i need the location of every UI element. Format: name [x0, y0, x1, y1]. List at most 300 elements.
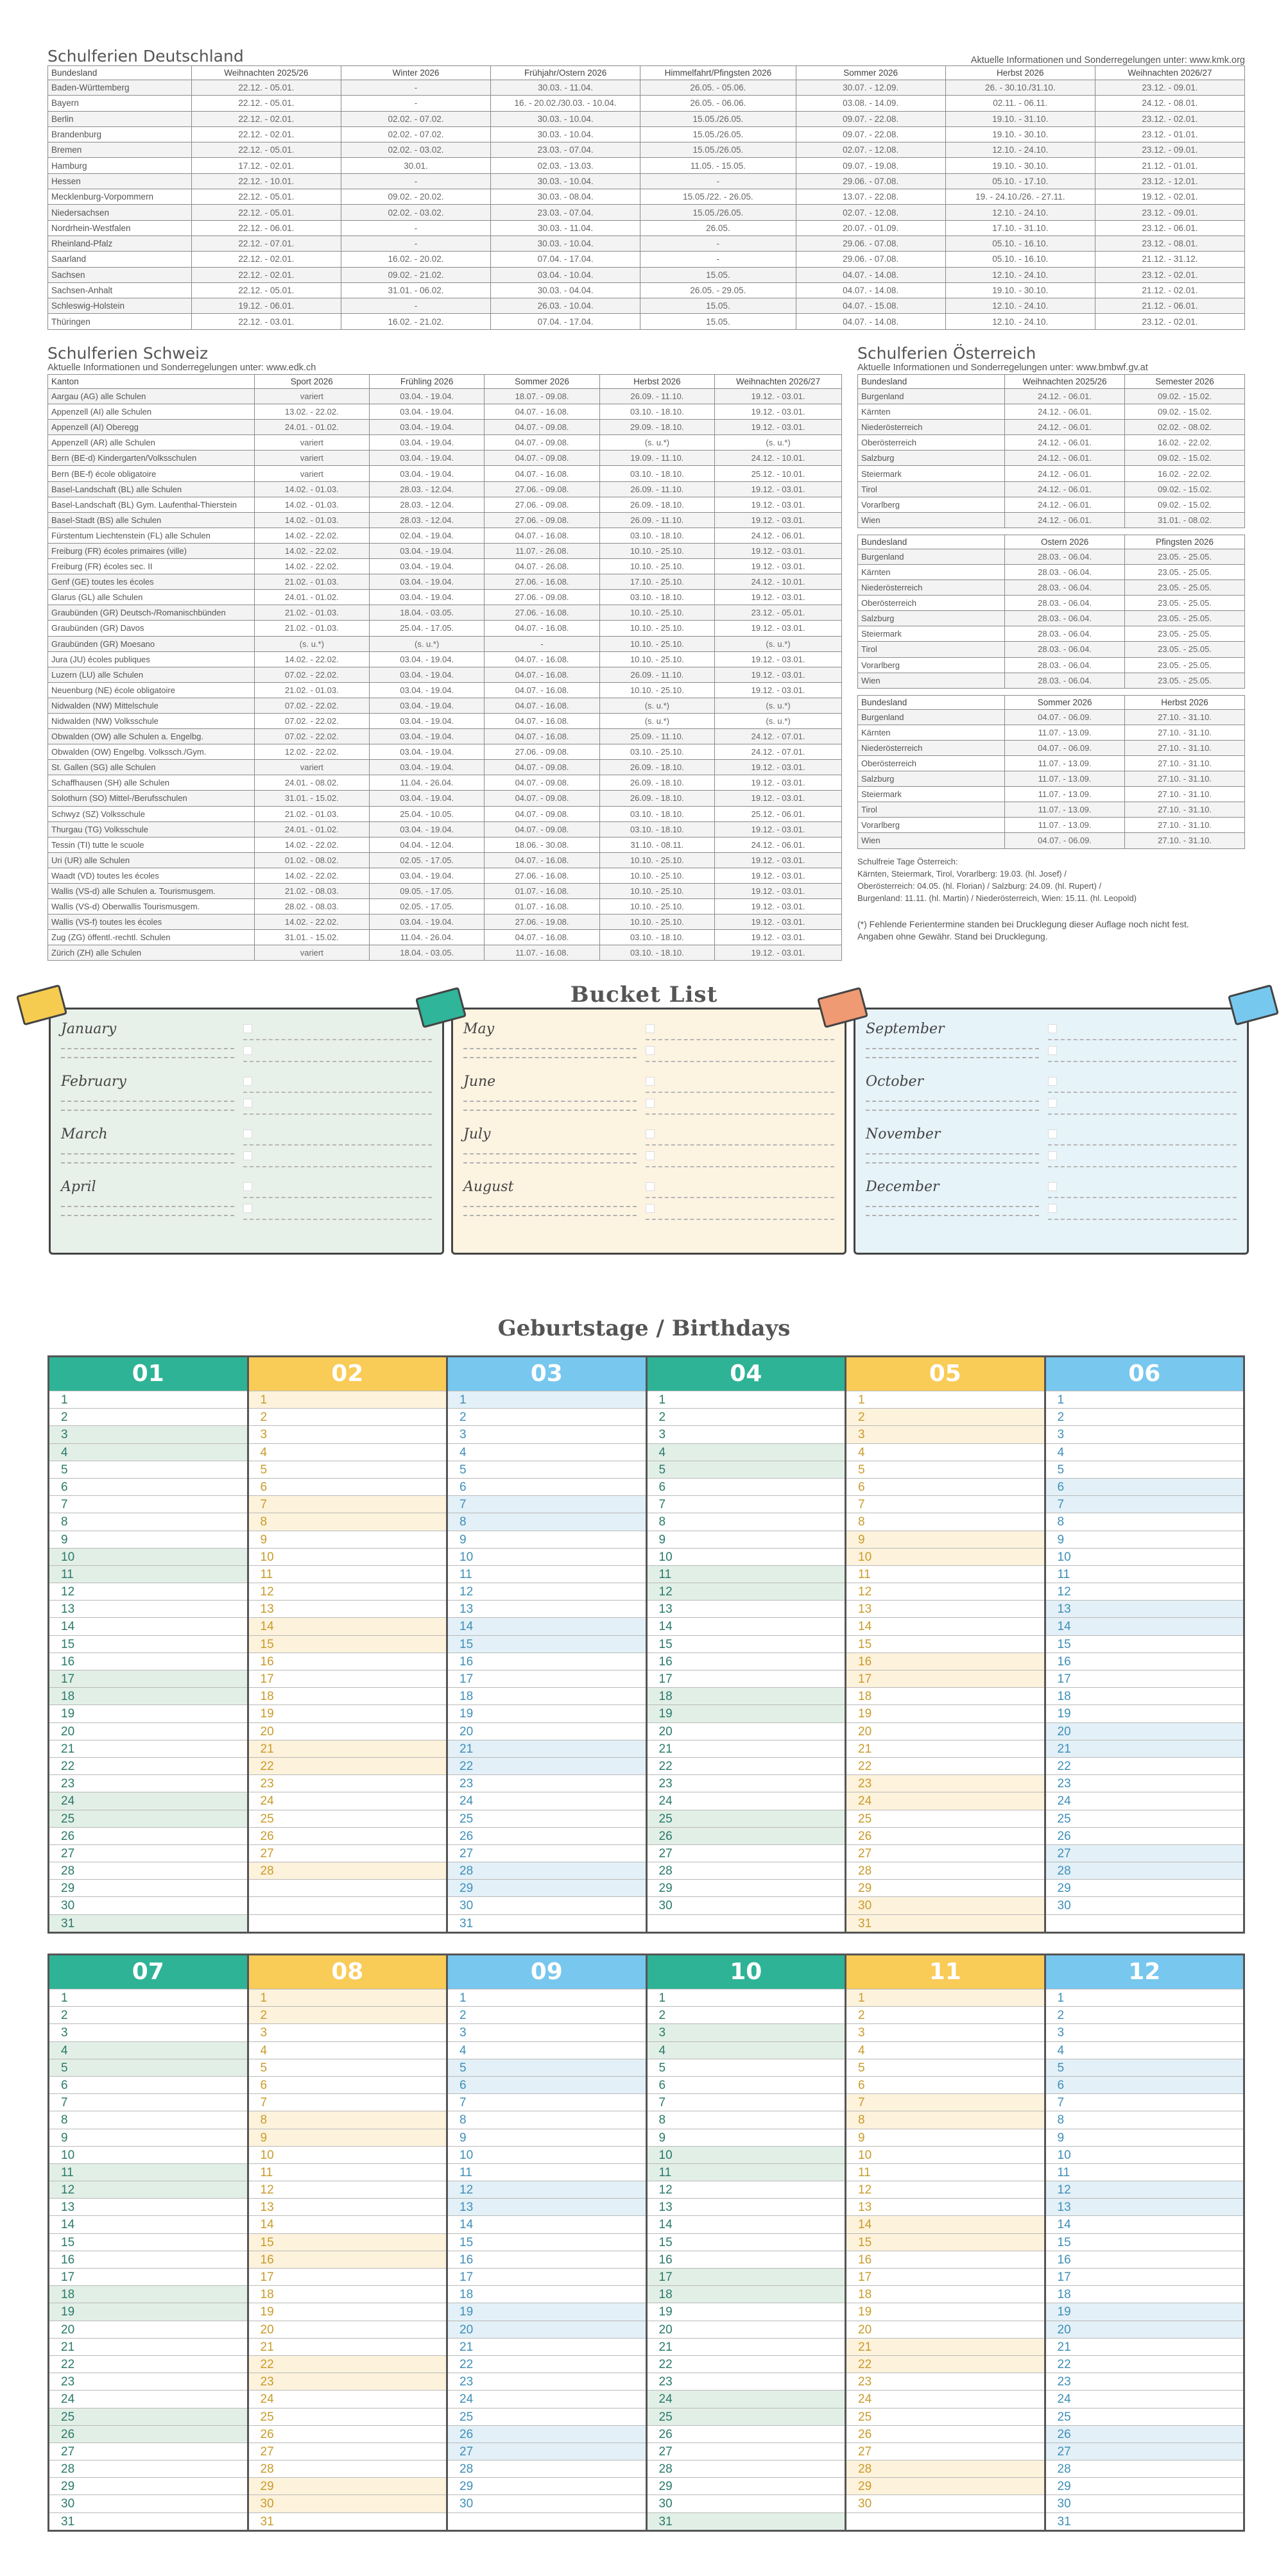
- birthday-day-row[interactable]: 2: [648, 1408, 845, 1425]
- birthday-day-row[interactable]: 7: [846, 2093, 1044, 2111]
- birthday-day-row[interactable]: 28: [1046, 2460, 1244, 2477]
- birthday-day-row[interactable]: 9: [846, 1531, 1044, 1548]
- birthday-day-row[interactable]: 27: [448, 2443, 646, 2460]
- birthday-day-row[interactable]: 30: [249, 2494, 447, 2512]
- birthday-day-row[interactable]: 3: [648, 2023, 845, 2041]
- birthday-day-row[interactable]: 21: [448, 2338, 646, 2355]
- birthday-day-row[interactable]: 2: [49, 1408, 247, 1425]
- birthday-day-row[interactable]: 15: [846, 2233, 1044, 2251]
- birthday-day-row[interactable]: 17: [648, 2268, 845, 2285]
- birthday-day-row[interactable]: 5: [448, 1461, 646, 1478]
- birthday-day-row[interactable]: 10: [249, 1548, 447, 1565]
- birthday-day-row[interactable]: 11: [1046, 2163, 1244, 2181]
- birthday-day-row[interactable]: 19: [648, 1704, 845, 1722]
- birthday-day-row[interactable]: 14: [648, 1617, 845, 1635]
- birthday-day-row[interactable]: 13: [648, 2198, 845, 2215]
- birthday-day-row[interactable]: 24: [448, 2390, 646, 2407]
- birthday-day-row[interactable]: 31: [1046, 2512, 1244, 2530]
- birthday-day-row[interactable]: 23: [249, 2373, 447, 2390]
- birthday-day-row[interactable]: 26: [846, 1827, 1044, 1844]
- checkbox[interactable]: [243, 1024, 252, 1033]
- birthday-day-row[interactable]: 6: [49, 1478, 247, 1495]
- birthday-day-row[interactable]: 10: [448, 2146, 646, 2163]
- birthday-day-row[interactable]: 7: [448, 1495, 646, 1513]
- birthday-day-row[interactable]: 25: [448, 1810, 646, 1827]
- birthday-day-row[interactable]: 5: [648, 2059, 845, 2076]
- birthday-day-row[interactable]: 1: [49, 1391, 247, 1408]
- birthday-day-row[interactable]: 4: [648, 2041, 845, 2059]
- birthday-day-row[interactable]: 8: [648, 2111, 845, 2128]
- birthday-day-row[interactable]: 16: [1046, 1653, 1244, 1670]
- birthday-day-row[interactable]: 24: [448, 1792, 646, 1809]
- birthday-day-row[interactable]: 1: [648, 1391, 845, 1408]
- birthday-day-row[interactable]: 19: [846, 1704, 1044, 1722]
- checkbox[interactable]: [243, 1046, 252, 1055]
- birthday-day-row[interactable]: 11: [648, 1565, 845, 1583]
- birthday-day-row[interactable]: 2: [846, 2006, 1044, 2023]
- birthday-day-row[interactable]: 19: [648, 2303, 845, 2320]
- birthday-day-row[interactable]: 17: [49, 1670, 247, 1687]
- birthday-day-row[interactable]: 10: [846, 2146, 1044, 2163]
- birthday-day-row[interactable]: 11: [1046, 1565, 1244, 1583]
- birthday-day-row[interactable]: 13: [1046, 1600, 1244, 1617]
- birthday-day-row[interactable]: 28: [448, 2460, 646, 2477]
- birthday-day-row[interactable]: 27: [1046, 1844, 1244, 1862]
- birthday-day-row[interactable]: 18: [846, 2285, 1044, 2303]
- birthday-day-row[interactable]: 2: [846, 1408, 1044, 1425]
- birthday-day-row[interactable]: 24: [846, 2390, 1044, 2407]
- birthday-day-row[interactable]: 27: [249, 1844, 447, 1862]
- birthday-day-row[interactable]: 21: [648, 1740, 845, 1757]
- birthday-day-row[interactable]: 22: [448, 1757, 646, 1774]
- birthday-day-row[interactable]: 9: [249, 1531, 447, 1548]
- birthday-day-row[interactable]: 20: [448, 1722, 646, 1740]
- birthday-day-row[interactable]: 11: [846, 2163, 1044, 2181]
- birthday-day-row[interactable]: 19: [249, 1704, 447, 1722]
- birthday-day-row[interactable]: 30: [846, 2494, 1044, 2512]
- birthday-day-row[interactable]: 10: [448, 1548, 646, 1565]
- birthday-day-row[interactable]: 9: [49, 1531, 247, 1548]
- birthday-day-row[interactable]: 16: [846, 1653, 1044, 1670]
- birthday-day-row[interactable]: 9: [846, 2129, 1044, 2146]
- birthday-day-row[interactable]: 15: [249, 2233, 447, 2251]
- birthday-day-row[interactable]: 26: [846, 2425, 1044, 2443]
- birthday-day-row[interactable]: 5: [648, 1461, 845, 1478]
- birthday-day-row[interactable]: 8: [448, 1513, 646, 1530]
- birthday-day-row[interactable]: 13: [249, 1600, 447, 1617]
- birthday-day-row[interactable]: 25: [49, 1810, 247, 1827]
- birthday-day-row[interactable]: 14: [1046, 1617, 1244, 1635]
- birthday-day-row[interactable]: 23: [249, 1774, 447, 1792]
- birthday-day-row[interactable]: 28: [249, 2460, 447, 2477]
- birthday-day-row[interactable]: 22: [249, 2355, 447, 2373]
- birthday-day-row[interactable]: 17: [846, 2268, 1044, 2285]
- birthday-day-row[interactable]: 13: [648, 1600, 845, 1617]
- birthday-day-row[interactable]: 28: [648, 1862, 845, 1879]
- birthday-day-row[interactable]: [448, 2512, 646, 2530]
- checkbox[interactable]: [1048, 1182, 1057, 1191]
- birthday-day-row[interactable]: 16: [448, 2251, 646, 2268]
- birthday-day-row[interactable]: 31: [846, 1914, 1044, 1932]
- birthday-day-row[interactable]: 8: [49, 1513, 247, 1530]
- birthday-day-row[interactable]: 29: [648, 1879, 845, 1896]
- birthday-day-row[interactable]: [846, 2512, 1044, 2530]
- birthday-day-row[interactable]: 11: [249, 1565, 447, 1583]
- checkbox[interactable]: [243, 1099, 252, 1108]
- birthday-day-row[interactable]: 5: [846, 1461, 1044, 1478]
- birthday-day-row[interactable]: 19: [846, 2303, 1044, 2320]
- birthday-day-row[interactable]: 14: [1046, 2215, 1244, 2233]
- birthday-day-row[interactable]: 30: [648, 2494, 845, 2512]
- birthday-day-row[interactable]: 29: [49, 2477, 247, 2494]
- birthday-day-row[interactable]: 18: [448, 2285, 646, 2303]
- birthday-day-row[interactable]: 26: [249, 2425, 447, 2443]
- birthday-day-row[interactable]: 16: [448, 1653, 646, 1670]
- birthday-day-row[interactable]: 24: [846, 1792, 1044, 1809]
- birthday-day-row[interactable]: 25: [846, 2408, 1044, 2425]
- birthday-day-row[interactable]: 31: [448, 1914, 646, 1932]
- birthday-day-row[interactable]: 17: [846, 1670, 1044, 1687]
- birthday-day-row[interactable]: 16: [648, 1653, 845, 1670]
- birthday-day-row[interactable]: 10: [846, 1548, 1044, 1565]
- birthday-day-row[interactable]: 5: [49, 1461, 247, 1478]
- birthday-day-row[interactable]: 30: [1046, 2494, 1244, 2512]
- birthday-day-row[interactable]: 11: [249, 2163, 447, 2181]
- birthday-day-row[interactable]: 2: [448, 2006, 646, 2023]
- birthday-day-row[interactable]: 22: [1046, 2355, 1244, 2373]
- birthday-day-row[interactable]: 1: [448, 1989, 646, 2006]
- birthday-day-row[interactable]: 12: [448, 2181, 646, 2198]
- birthday-day-row[interactable]: 5: [249, 2059, 447, 2076]
- birthday-day-row[interactable]: 19: [249, 2303, 447, 2320]
- birthday-day-row[interactable]: 1: [448, 1391, 646, 1408]
- birthday-day-row[interactable]: 13: [249, 2198, 447, 2215]
- birthday-day-row[interactable]: 18: [846, 1687, 1044, 1704]
- birthday-day-row[interactable]: 19: [448, 2303, 646, 2320]
- birthday-day-row[interactable]: 14: [448, 1617, 646, 1635]
- birthday-day-row[interactable]: 11: [448, 1565, 646, 1583]
- birthday-day-row[interactable]: 22: [448, 2355, 646, 2373]
- birthday-day-row[interactable]: 17: [249, 2268, 447, 2285]
- birthday-day-row[interactable]: 24: [1046, 2390, 1244, 2407]
- birthday-day-row[interactable]: [249, 1879, 447, 1896]
- birthday-day-row[interactable]: 11: [448, 2163, 646, 2181]
- birthday-day-row[interactable]: 7: [846, 1495, 1044, 1513]
- birthday-day-row[interactable]: 4: [49, 1443, 247, 1461]
- birthday-day-row[interactable]: 23: [49, 2373, 247, 2390]
- birthday-day-row[interactable]: 3: [648, 1425, 845, 1443]
- birthday-day-row[interactable]: 7: [648, 2093, 845, 2111]
- birthday-day-row[interactable]: 21: [49, 2338, 247, 2355]
- birthday-day-row[interactable]: 23: [648, 2373, 845, 2390]
- birthday-day-row[interactable]: 12: [648, 1583, 845, 1600]
- birthday-day-row[interactable]: 20: [648, 2321, 845, 2338]
- birthday-day-row[interactable]: 20: [49, 1722, 247, 1740]
- checkbox[interactable]: [646, 1046, 655, 1055]
- birthday-day-row[interactable]: 31: [249, 2512, 447, 2530]
- birthday-day-row[interactable]: 5: [49, 2059, 247, 2076]
- birthday-day-row[interactable]: 22: [249, 1757, 447, 1774]
- checkbox[interactable]: [646, 1099, 655, 1108]
- birthday-day-row[interactable]: 26: [448, 1827, 646, 1844]
- birthday-day-row[interactable]: 25: [1046, 2408, 1244, 2425]
- birthday-day-row[interactable]: 26: [49, 2425, 247, 2443]
- birthday-day-row[interactable]: 29: [448, 1879, 646, 1896]
- birthday-day-row[interactable]: 21: [846, 1740, 1044, 1757]
- checkbox[interactable]: [646, 1129, 655, 1138]
- birthday-day-row[interactable]: 1: [49, 1989, 247, 2006]
- birthday-day-row[interactable]: 29: [1046, 2477, 1244, 2494]
- birthday-day-row[interactable]: 13: [846, 2198, 1044, 2215]
- birthday-day-row[interactable]: 16: [1046, 2251, 1244, 2268]
- birthday-day-row[interactable]: 25: [448, 2408, 646, 2425]
- birthday-day-row[interactable]: 18: [49, 2285, 247, 2303]
- birthday-day-row[interactable]: 15: [448, 2233, 646, 2251]
- birthday-day-row[interactable]: 7: [648, 1495, 845, 1513]
- birthday-day-row[interactable]: 14: [249, 2215, 447, 2233]
- birthday-day-row[interactable]: 21: [448, 1740, 646, 1757]
- birthday-day-row[interactable]: 26: [49, 1827, 247, 1844]
- birthday-day-row[interactable]: 2: [249, 1408, 447, 1425]
- birthday-day-row[interactable]: 9: [448, 1531, 646, 1548]
- birthday-day-row[interactable]: 29: [448, 2477, 646, 2494]
- birthday-day-row[interactable]: 9: [49, 2129, 247, 2146]
- birthday-day-row[interactable]: 22: [648, 2355, 845, 2373]
- birthday-day-row[interactable]: 21: [1046, 2338, 1244, 2355]
- birthday-day-row[interactable]: 26: [448, 2425, 646, 2443]
- birthday-day-row[interactable]: 15: [49, 2233, 247, 2251]
- birthday-day-row[interactable]: 23: [448, 1774, 646, 1792]
- birthday-day-row[interactable]: 10: [49, 2146, 247, 2163]
- birthday-day-row[interactable]: 31: [648, 2512, 845, 2530]
- birthday-day-row[interactable]: 23: [846, 2373, 1044, 2390]
- checkbox[interactable]: [243, 1151, 252, 1160]
- birthday-day-row[interactable]: 18: [648, 1687, 845, 1704]
- birthday-day-row[interactable]: 7: [249, 1495, 447, 1513]
- birthday-day-row[interactable]: 4: [648, 1443, 845, 1461]
- checkbox[interactable]: [243, 1077, 252, 1086]
- birthday-day-row[interactable]: 6: [249, 2076, 447, 2093]
- birthday-day-row[interactable]: 20: [1046, 2321, 1244, 2338]
- checkbox[interactable]: [1048, 1099, 1057, 1108]
- birthday-day-row[interactable]: 10: [1046, 1548, 1244, 1565]
- birthday-day-row[interactable]: 1: [1046, 1989, 1244, 2006]
- checkbox[interactable]: [243, 1204, 252, 1213]
- birthday-day-row[interactable]: 17: [648, 1670, 845, 1687]
- birthday-day-row[interactable]: 10: [648, 2146, 845, 2163]
- birthday-day-row[interactable]: 21: [249, 2338, 447, 2355]
- birthday-day-row[interactable]: 4: [448, 2041, 646, 2059]
- birthday-day-row[interactable]: 1: [249, 1989, 447, 2006]
- birthday-day-row[interactable]: 21: [249, 1740, 447, 1757]
- birthday-day-row[interactable]: 25: [648, 2408, 845, 2425]
- birthday-day-row[interactable]: 8: [648, 1513, 845, 1530]
- birthday-day-row[interactable]: 14: [448, 2215, 646, 2233]
- checkbox[interactable]: [646, 1151, 655, 1160]
- birthday-day-row[interactable]: 6: [1046, 2076, 1244, 2093]
- birthday-day-row[interactable]: 22: [1046, 1757, 1244, 1774]
- birthday-day-row[interactable]: 12: [249, 2181, 447, 2198]
- birthday-day-row[interactable]: 28: [49, 2460, 247, 2477]
- birthday-day-row[interactable]: 9: [249, 2129, 447, 2146]
- birthday-day-row[interactable]: 19: [49, 2303, 247, 2320]
- birthday-day-row[interactable]: 24: [49, 1792, 247, 1809]
- birthday-day-row[interactable]: 27: [448, 1844, 646, 1862]
- birthday-day-row[interactable]: 8: [249, 2111, 447, 2128]
- birthday-day-row[interactable]: 1: [648, 1989, 845, 2006]
- birthday-day-row[interactable]: 7: [249, 2093, 447, 2111]
- birthday-day-row[interactable]: 17: [1046, 2268, 1244, 2285]
- birthday-day-row[interactable]: 26: [1046, 1827, 1244, 1844]
- birthday-day-row[interactable]: 7: [448, 2093, 646, 2111]
- birthday-day-row[interactable]: 3: [846, 2023, 1044, 2041]
- birthday-day-row[interactable]: 22: [846, 1757, 1044, 1774]
- birthday-day-row[interactable]: 4: [846, 2041, 1044, 2059]
- birthday-day-row[interactable]: 9: [648, 1531, 845, 1548]
- birthday-day-row[interactable]: 22: [49, 1757, 247, 1774]
- birthday-day-row[interactable]: 5: [1046, 1461, 1244, 1478]
- birthday-day-row[interactable]: 25: [249, 2408, 447, 2425]
- birthday-day-row[interactable]: 5: [1046, 2059, 1244, 2076]
- birthday-day-row[interactable]: [1046, 1914, 1244, 1932]
- birthday-day-row[interactable]: 16: [49, 1653, 247, 1670]
- birthday-day-row[interactable]: 9: [1046, 1531, 1244, 1548]
- birthday-day-row[interactable]: 22: [648, 1757, 845, 1774]
- birthday-day-row[interactable]: 24: [249, 2390, 447, 2407]
- birthday-day-row[interactable]: 30: [846, 1896, 1044, 1914]
- birthday-day-row[interactable]: 28: [448, 1862, 646, 1879]
- birthday-day-row[interactable]: 12: [1046, 2181, 1244, 2198]
- birthday-day-row[interactable]: 27: [846, 2443, 1044, 2460]
- birthday-day-row[interactable]: 28: [249, 1862, 447, 1879]
- birthday-day-row[interactable]: 27: [1046, 2443, 1244, 2460]
- birthday-day-row[interactable]: 3: [846, 1425, 1044, 1443]
- birthday-day-row[interactable]: 17: [49, 2268, 247, 2285]
- birthday-day-row[interactable]: 15: [846, 1635, 1044, 1653]
- birthday-day-row[interactable]: 12: [49, 2181, 247, 2198]
- birthday-day-row[interactable]: 20: [1046, 1722, 1244, 1740]
- birthday-day-row[interactable]: 23: [648, 1774, 845, 1792]
- birthday-day-row[interactable]: 14: [846, 1617, 1044, 1635]
- birthday-day-row[interactable]: 22: [49, 2355, 247, 2373]
- birthday-day-row[interactable]: 9: [448, 2129, 646, 2146]
- birthday-day-row[interactable]: 3: [1046, 2023, 1244, 2041]
- birthday-day-row[interactable]: 19: [1046, 1704, 1244, 1722]
- birthday-day-row[interactable]: 28: [1046, 1862, 1244, 1879]
- birthday-day-row[interactable]: 2: [249, 2006, 447, 2023]
- birthday-day-row[interactable]: 1: [1046, 1391, 1244, 1408]
- birthday-day-row[interactable]: 30: [1046, 1896, 1244, 1914]
- birthday-day-row[interactable]: 17: [1046, 1670, 1244, 1687]
- birthday-day-row[interactable]: 8: [846, 1513, 1044, 1530]
- birthday-day-row[interactable]: 20: [448, 2321, 646, 2338]
- birthday-day-row[interactable]: 18: [249, 2285, 447, 2303]
- birthday-day-row[interactable]: 11: [49, 2163, 247, 2181]
- birthday-day-row[interactable]: 11: [49, 1565, 247, 1583]
- birthday-day-row[interactable]: 8: [49, 2111, 247, 2128]
- birthday-day-row[interactable]: 29: [1046, 1879, 1244, 1896]
- birthday-day-row[interactable]: 28: [846, 1862, 1044, 1879]
- birthday-day-row[interactable]: 17: [448, 2268, 646, 2285]
- birthday-day-row[interactable]: 18: [49, 1687, 247, 1704]
- birthday-day-row[interactable]: 2: [1046, 2006, 1244, 2023]
- birthday-day-row[interactable]: 10: [648, 1548, 845, 1565]
- birthday-day-row[interactable]: 3: [249, 1425, 447, 1443]
- checkbox[interactable]: [1048, 1046, 1057, 1055]
- birthday-day-row[interactable]: 31: [49, 2512, 247, 2530]
- birthday-day-row[interactable]: 29: [846, 1879, 1044, 1896]
- birthday-day-row[interactable]: 16: [846, 2251, 1044, 2268]
- birthday-day-row[interactable]: 6: [1046, 1478, 1244, 1495]
- birthday-day-row[interactable]: 8: [249, 1513, 447, 1530]
- birthday-day-row[interactable]: 4: [249, 2041, 447, 2059]
- birthday-day-row[interactable]: 18: [448, 1687, 646, 1704]
- birthday-day-row[interactable]: 30: [448, 1896, 646, 1914]
- birthday-day-row[interactable]: 27: [249, 2443, 447, 2460]
- birthday-day-row[interactable]: 26: [648, 1827, 845, 1844]
- birthday-day-row[interactable]: 12: [448, 1583, 646, 1600]
- birthday-day-row[interactable]: 1: [846, 1391, 1044, 1408]
- birthday-day-row[interactable]: 20: [49, 2321, 247, 2338]
- birthday-day-row[interactable]: 29: [49, 1879, 247, 1896]
- birthday-day-row[interactable]: 14: [648, 2215, 845, 2233]
- birthday-day-row[interactable]: 20: [249, 1722, 447, 1740]
- birthday-day-row[interactable]: 14: [49, 2215, 247, 2233]
- checkbox[interactable]: [243, 1182, 252, 1191]
- birthday-day-row[interactable]: 6: [448, 1478, 646, 1495]
- birthday-day-row[interactable]: 27: [648, 1844, 845, 1862]
- birthday-day-row[interactable]: 13: [49, 1600, 247, 1617]
- birthday-day-row[interactable]: 5: [846, 2059, 1044, 2076]
- birthday-day-row[interactable]: 16: [49, 2251, 247, 2268]
- birthday-day-row[interactable]: 27: [648, 2443, 845, 2460]
- birthday-day-row[interactable]: 18: [648, 2285, 845, 2303]
- birthday-day-row[interactable]: 13: [448, 2198, 646, 2215]
- birthday-day-row[interactable]: 3: [448, 2023, 646, 2041]
- birthday-day-row[interactable]: 8: [1046, 1513, 1244, 1530]
- birthday-day-row[interactable]: 21: [1046, 1740, 1244, 1757]
- birthday-day-row[interactable]: 2: [448, 1408, 646, 1425]
- birthday-day-row[interactable]: 29: [648, 2477, 845, 2494]
- birthday-day-row[interactable]: 27: [49, 1844, 247, 1862]
- birthday-day-row[interactable]: 4: [49, 2041, 247, 2059]
- birthday-day-row[interactable]: 28: [846, 2460, 1044, 2477]
- birthday-day-row[interactable]: 23: [846, 1774, 1044, 1792]
- birthday-day-row[interactable]: 14: [49, 1617, 247, 1635]
- birthday-day-row[interactable]: 26: [648, 2425, 845, 2443]
- birthday-day-row[interactable]: 21: [648, 2338, 845, 2355]
- birthday-day-row[interactable]: 4: [448, 1443, 646, 1461]
- birthday-day-row[interactable]: 11: [846, 1565, 1044, 1583]
- birthday-day-row[interactable]: 4: [1046, 2041, 1244, 2059]
- birthday-day-row[interactable]: 29: [846, 2477, 1044, 2494]
- birthday-day-row[interactable]: 6: [846, 1478, 1044, 1495]
- birthday-day-row[interactable]: 27: [846, 1844, 1044, 1862]
- checkbox[interactable]: [1048, 1077, 1057, 1086]
- birthday-day-row[interactable]: 11: [648, 2163, 845, 2181]
- checkbox[interactable]: [646, 1024, 655, 1033]
- checkbox[interactable]: [1048, 1129, 1057, 1138]
- birthday-day-row[interactable]: 9: [648, 2129, 845, 2146]
- birthday-day-row[interactable]: 7: [1046, 1495, 1244, 1513]
- birthday-day-row[interactable]: 15: [448, 1635, 646, 1653]
- birthday-day-row[interactable]: 19: [448, 1704, 646, 1722]
- birthday-day-row[interactable]: 4: [846, 1443, 1044, 1461]
- birthday-day-row[interactable]: 24: [249, 1792, 447, 1809]
- birthday-day-row[interactable]: 13: [1046, 2198, 1244, 2215]
- birthday-day-row[interactable]: 13: [846, 1600, 1044, 1617]
- birthday-day-row[interactable]: 15: [49, 1635, 247, 1653]
